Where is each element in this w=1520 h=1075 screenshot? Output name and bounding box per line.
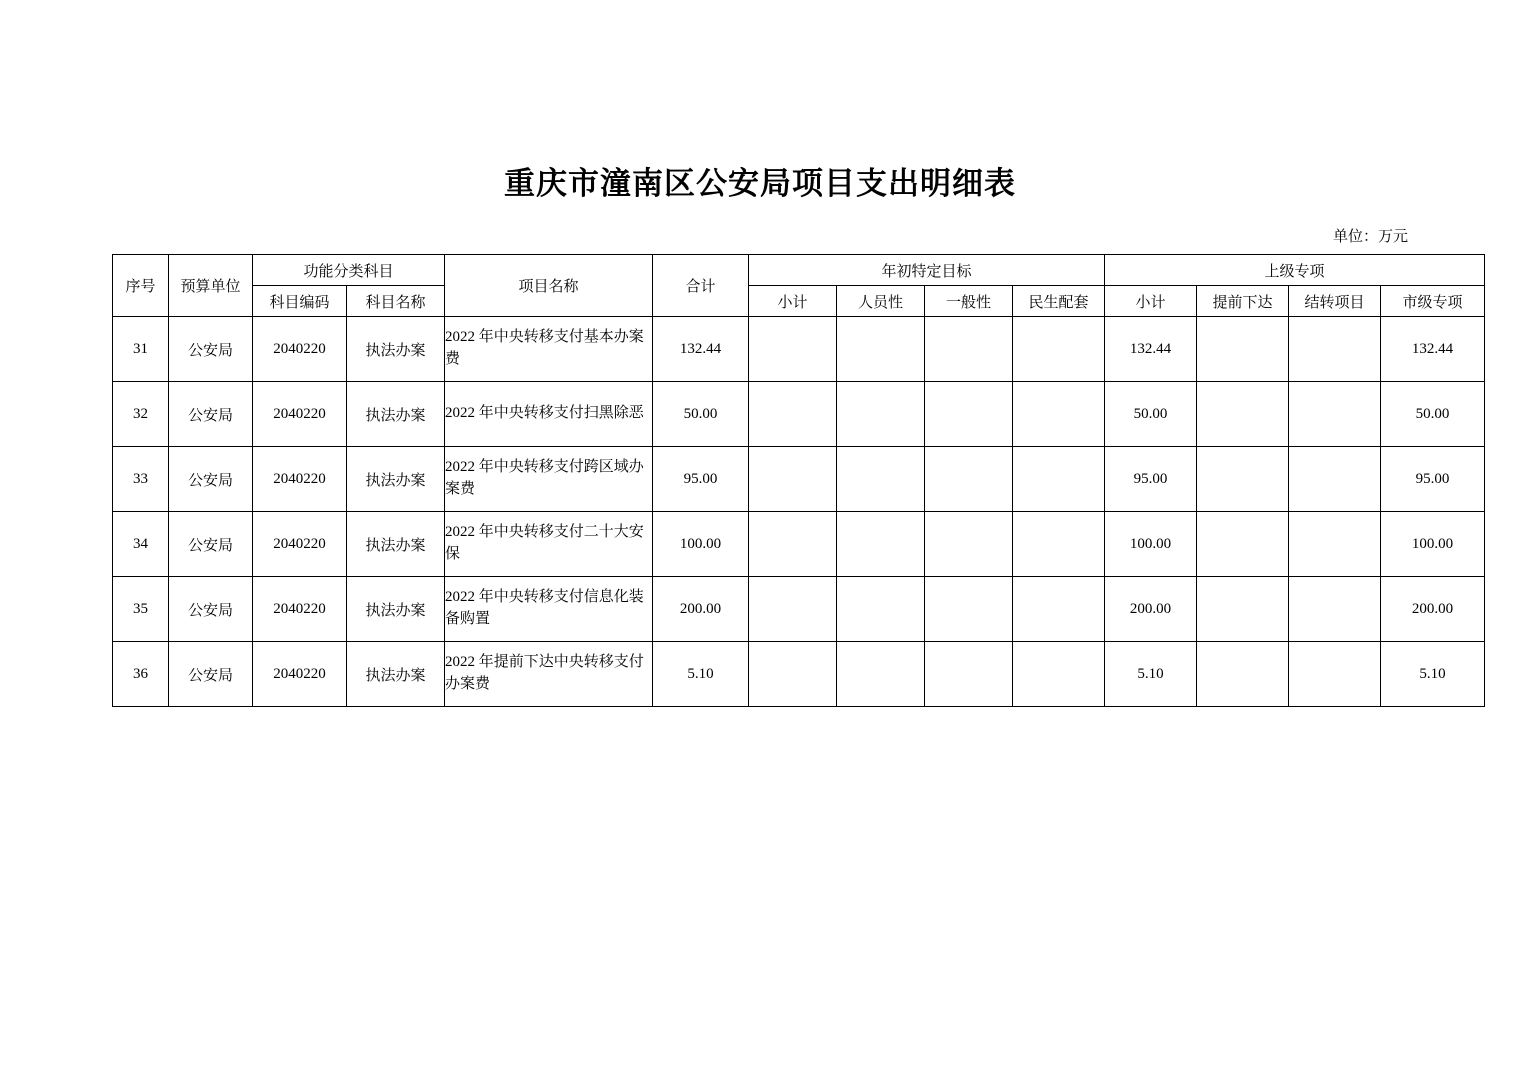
cell-unit: 公安局 <box>169 317 253 382</box>
cell-project: 2022 年中央转移支付基本办案费 <box>445 317 653 382</box>
cell-subtotal-a <box>749 512 837 577</box>
cell-advance-issued <box>1197 447 1289 512</box>
cell-general <box>925 317 1013 382</box>
cell-carryover <box>1289 382 1381 447</box>
cell-subtotal-a <box>749 642 837 707</box>
cell-total: 100.00 <box>653 512 749 577</box>
cell-minsheng <box>1013 642 1105 707</box>
cell-code: 2040220 <box>253 512 347 577</box>
cell-total: 5.10 <box>653 642 749 707</box>
col-header-year-start-target: 年初特定目标 <box>749 255 1105 286</box>
cell-city-special: 50.00 <box>1381 382 1485 447</box>
col-header-subject-code: 科目编码 <box>253 286 347 317</box>
col-header-advance-issued: 提前下达 <box>1197 286 1289 317</box>
cell-seq: 33 <box>113 447 169 512</box>
cell-name: 执法办案 <box>347 512 445 577</box>
col-header-superior-special: 上级专项 <box>1105 255 1485 286</box>
cell-personnel <box>837 317 925 382</box>
cell-personnel <box>837 642 925 707</box>
cell-subtotal-a <box>749 447 837 512</box>
cell-carryover <box>1289 642 1381 707</box>
col-header-subtotal-b: 小计 <box>1105 286 1197 317</box>
cell-carryover <box>1289 577 1381 642</box>
cell-unit: 公安局 <box>169 512 253 577</box>
cell-carryover <box>1289 317 1381 382</box>
cell-code: 2040220 <box>253 382 347 447</box>
cell-seq: 31 <box>113 317 169 382</box>
cell-code: 2040220 <box>253 577 347 642</box>
cell-subtotal-b: 50.00 <box>1105 382 1197 447</box>
cell-general <box>925 447 1013 512</box>
cell-subtotal-b: 100.00 <box>1105 512 1197 577</box>
cell-subtotal-b: 132.44 <box>1105 317 1197 382</box>
cell-subtotal-b: 200.00 <box>1105 577 1197 642</box>
col-header-function-category: 功能分类科目 <box>253 255 445 286</box>
table-container <box>0 246 1520 707</box>
cell-subtotal-b: 95.00 <box>1105 447 1197 512</box>
cell-minsheng <box>1013 382 1105 447</box>
cell-city-special: 132.44 <box>1381 317 1485 382</box>
cell-subtotal-b: 5.10 <box>1105 642 1197 707</box>
table-row <box>113 642 1485 707</box>
cell-advance-issued <box>1197 382 1289 447</box>
cell-code: 2040220 <box>253 642 347 707</box>
cell-minsheng <box>1013 577 1105 642</box>
cell-minsheng <box>1013 512 1105 577</box>
cell-project: 2022 年提前下达中央转移支付办案费 <box>445 642 653 707</box>
cell-advance-issued <box>1197 317 1289 382</box>
cell-project: 2022 年中央转移支付二十大安保 <box>445 512 653 577</box>
cell-unit: 公安局 <box>169 447 253 512</box>
col-header-subject-name: 科目名称 <box>347 286 445 317</box>
table-header-row-2 <box>113 286 1485 317</box>
cell-carryover <box>1289 512 1381 577</box>
cell-personnel <box>837 382 925 447</box>
cell-personnel <box>837 447 925 512</box>
cell-seq: 34 <box>113 512 169 577</box>
cell-project: 2022 年中央转移支付跨区域办案费 <box>445 447 653 512</box>
col-header-carryover: 结转项目 <box>1289 286 1381 317</box>
col-header-city-special: 市级专项 <box>1381 286 1485 317</box>
cell-city-special: 100.00 <box>1381 512 1485 577</box>
col-header-project-name: 项目名称 <box>445 255 653 317</box>
cell-code: 2040220 <box>253 317 347 382</box>
cell-name: 执法办案 <box>347 642 445 707</box>
cell-carryover <box>1289 447 1381 512</box>
col-header-personnel: 人员性 <box>837 286 925 317</box>
cell-city-special: 5.10 <box>1381 642 1485 707</box>
cell-seq: 35 <box>113 577 169 642</box>
cell-code: 2040220 <box>253 447 347 512</box>
cell-total: 95.00 <box>653 447 749 512</box>
cell-minsheng <box>1013 447 1105 512</box>
project-expenditure-table <box>112 254 1485 707</box>
page-title: 重庆市潼南区公安局项目支出明细表 <box>504 166 1016 201</box>
cell-seq: 36 <box>113 642 169 707</box>
cell-unit: 公安局 <box>169 577 253 642</box>
cell-name: 执法办案 <box>347 577 445 642</box>
cell-subtotal-a <box>749 577 837 642</box>
table-row <box>113 447 1485 512</box>
cell-advance-issued <box>1197 642 1289 707</box>
table-row <box>113 382 1485 447</box>
col-header-subtotal-a: 小计 <box>749 286 837 317</box>
cell-city-special: 200.00 <box>1381 577 1485 642</box>
cell-personnel <box>837 577 925 642</box>
table-row <box>113 512 1485 577</box>
cell-advance-issued <box>1197 512 1289 577</box>
cell-name: 执法办案 <box>347 382 445 447</box>
cell-total: 132.44 <box>653 317 749 382</box>
table-header-row-1 <box>113 255 1485 286</box>
cell-project: 2022 年中央转移支付扫黑除恶 <box>445 382 653 447</box>
cell-general <box>925 382 1013 447</box>
col-header-budget-unit: 预算单位 <box>169 255 253 317</box>
cell-total: 50.00 <box>653 382 749 447</box>
col-header-total: 合计 <box>653 255 749 317</box>
table-row <box>113 577 1485 642</box>
cell-name: 执法办案 <box>347 317 445 382</box>
cell-city-special: 95.00 <box>1381 447 1485 512</box>
cell-subtotal-a <box>749 382 837 447</box>
col-header-general: 一般性 <box>925 286 1013 317</box>
cell-general <box>925 512 1013 577</box>
cell-minsheng <box>1013 317 1105 382</box>
cell-advance-issued <box>1197 577 1289 642</box>
cell-name: 执法办案 <box>347 447 445 512</box>
cell-personnel <box>837 512 925 577</box>
cell-seq: 32 <box>113 382 169 447</box>
cell-unit: 公安局 <box>169 642 253 707</box>
table-row <box>113 317 1485 382</box>
unit-note: 单位：万元 <box>1332 229 1408 245</box>
cell-general <box>925 577 1013 642</box>
cell-subtotal-a <box>749 317 837 382</box>
cell-total: 200.00 <box>653 577 749 642</box>
cell-project: 2022 年中央转移支付信息化装备购置 <box>445 577 653 642</box>
col-header-seq: 序号 <box>113 255 169 317</box>
cell-unit: 公安局 <box>169 382 253 447</box>
col-header-minsheng: 民生配套 <box>1013 286 1105 317</box>
cell-general <box>925 642 1013 707</box>
